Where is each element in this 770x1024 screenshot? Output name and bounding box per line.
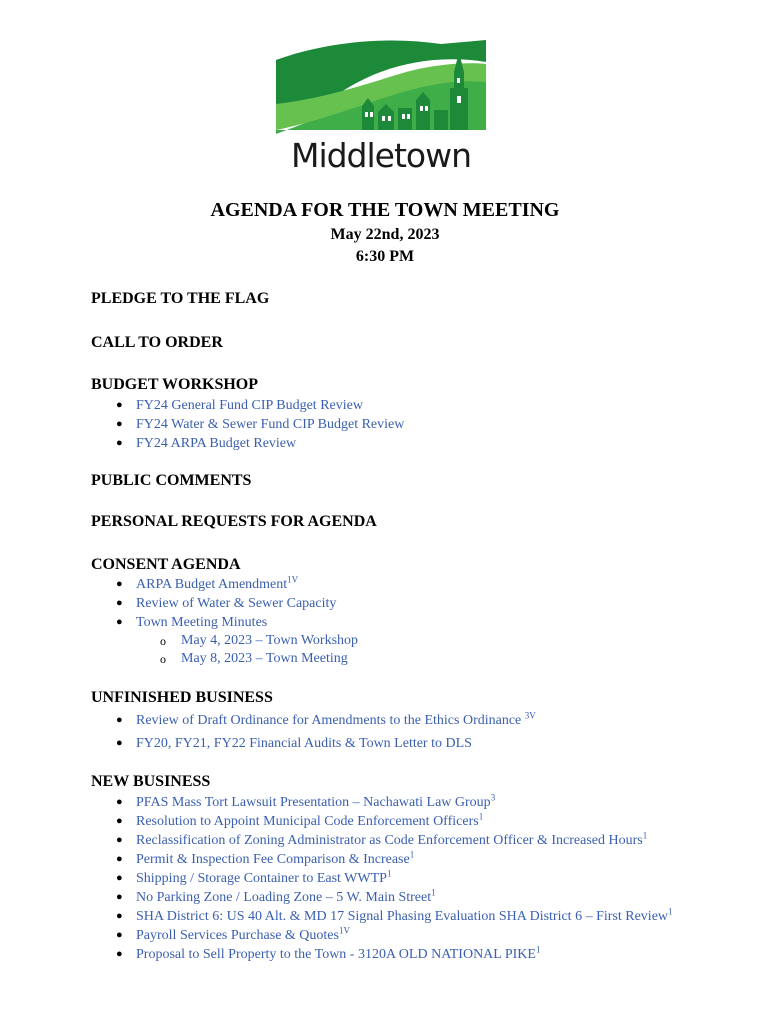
meeting-time: 6:30 PM (355, 248, 415, 265)
agenda-header (0, 196, 770, 268)
sub-list-item[interactable]: o May 4, 2023 – Town Workshop (160, 633, 359, 648)
list-item[interactable]: ● No Parking Zone / Loading Zone – 5 W. Main Street$^1$ (116, 887, 436, 905)
section-new-business: NEW BUSINESS (91, 773, 211, 790)
unfinished-list (108, 711, 678, 753)
list-item[interactable]: ● Reclassification of Zoning Administrator as Code Enforcement Officer & Increased Hours$^1$ (116, 830, 648, 848)
list-item[interactable]: ● Proposal to Sell Property to the Town - 3120A OLD NATIONAL PIKE$^1$ (116, 944, 541, 962)
list-item[interactable]: ● Payroll Services Purchase & Quotes$^{1V}$ (116, 925, 350, 943)
list-item[interactable]: ● PFAS Mass Tort Lawsuit Presentation – Nachawati Law Group$^3$ (116, 792, 496, 810)
section-personal-requests: PERSONAL REQUESTS FOR AGENDA (91, 513, 377, 530)
budget-list (108, 396, 678, 453)
list-item[interactable]: ● FY24 ARPA Budget Review (116, 436, 297, 451)
section-public-comments: PUBLIC COMMENTS (91, 472, 252, 489)
list-item[interactable]: ● Review of Draft Ordinance for Amendments to the Ethics Ordinance $^{3V}$ (116, 710, 536, 728)
section-call-to-order: CALL TO ORDER (91, 334, 223, 351)
logo-wordmark: Middletown (290, 136, 472, 175)
list-item[interactable]: ● FY20, FY21, FY22 Financial Audits & Town Letter to DLS (116, 736, 472, 751)
list-item[interactable]: ● Permit & Inspection Fee Comparison & Increase$^1$ (116, 849, 415, 867)
list-item[interactable]: ● Town Meeting Minutes o May 4, 2023 – Town Workshop o May 8, 2023 – Town Meeting (108, 613, 678, 668)
section-consent-agenda: CONSENT AGENDA (91, 556, 241, 573)
section-pledge: PLEDGE TO THE FLAG (91, 290, 270, 307)
list-item[interactable]: ● FY24 General Fund CIP Budget Review (116, 398, 363, 413)
list-item[interactable]: ● SHA District 6: US 40 Alt. & MD 17 Signal Phasing Evaluation SHA District 6 – First Review$^1$ (116, 906, 673, 924)
list-item[interactable]: ● ARPA Budget Amendment$^{1V}$ (116, 574, 299, 592)
sub-list-item[interactable]: o May 8, 2023 – Town Meeting (160, 651, 348, 666)
minutes-sublist (136, 632, 678, 668)
page-title: AGENDA FOR THE TOWN MEETING (210, 199, 560, 221)
list-item[interactable]: ● Resolution to Appoint Municipal Code Enforcement Officers$^1$ (116, 811, 484, 829)
section-unfinished-business: UNFINISHED BUSINESS (91, 689, 273, 706)
list-item[interactable]: ● Shipping / Storage Container to East WWTP$^1$ (116, 868, 392, 886)
consent-list (108, 575, 678, 668)
section-budget-workshop: BUDGET WORKSHOP (91, 376, 258, 393)
new-business-list (108, 793, 678, 964)
list-item[interactable]: ● FY24 Water & Sewer Fund CIP Budget Review (116, 417, 405, 432)
meeting-date: May 22nd, 2023 (330, 226, 440, 243)
list-item[interactable]: ● Review of Water & Sewer Capacity (116, 596, 337, 611)
